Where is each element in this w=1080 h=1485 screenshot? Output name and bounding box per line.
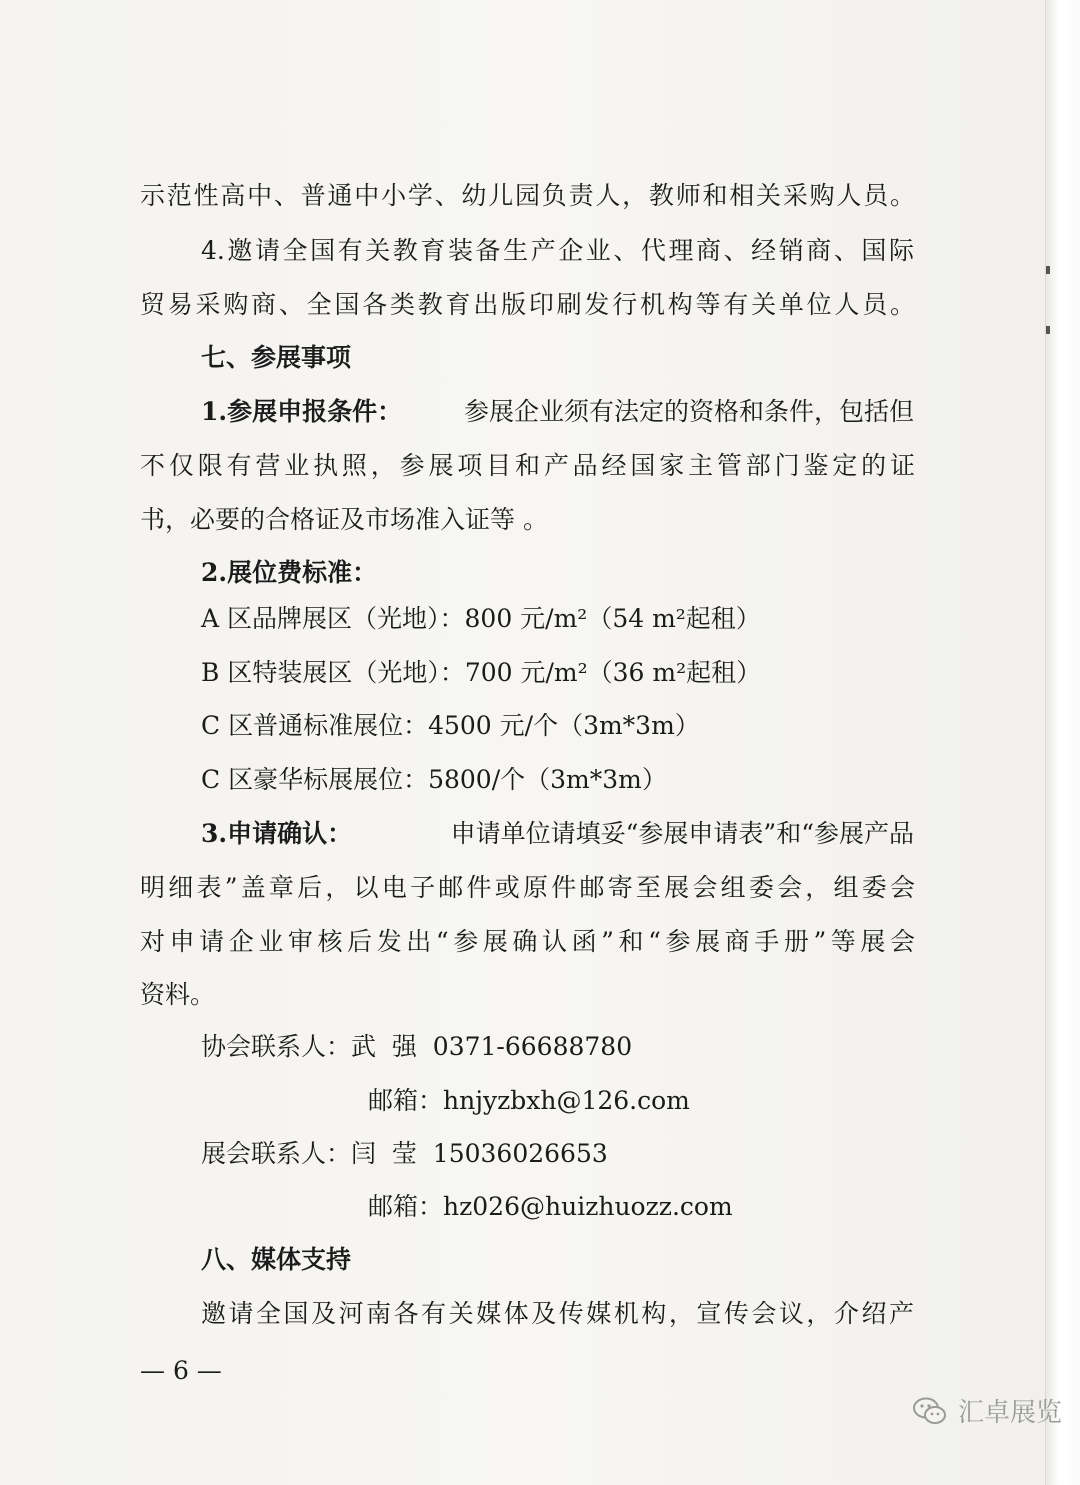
scan-mark [1046,266,1050,274]
scan-mark [1046,326,1050,334]
text-line: 书，必要的合格证及市场准入证等 。 [140,505,548,534]
section-heading-8: 八、媒体支持 [201,1245,352,1274]
item-label: 3.申请确认： [201,819,353,848]
text-line: 贸易采购商、全国各类教育出版印刷发行机构等有关单位人员。 [140,290,915,319]
paragraph-first-line [201,396,914,428]
text-line: 明细表”盖章后，以电子邮件或原件邮寄至展会组委会，组委会 [140,873,915,902]
wechat-icon [912,1396,948,1426]
fee-line: C 区豪华标展展位：5800/个（3m*3m） [201,765,667,794]
text-line: 4.邀请全国有关教育装备生产企业、代理商、经销商、国际 [201,236,914,265]
watermark [912,1392,1062,1429]
contact-line: 协会联系人：武 强 0371-66688780 [201,1032,633,1061]
page-number: — 6 — [140,1356,222,1385]
contact-email: 邮箱：hnjyzbxh@126.com [368,1086,690,1115]
paper-fold [1045,0,1080,1485]
text-line: 示范性高中、普通中小学、幼儿园负责人，教师和相关采购人员。 [140,181,915,210]
item-text: 参展企业须有法定的资格和条件，包括但 [463,397,914,426]
contact-email: 邮箱：hz026@huizhuozz.com [368,1192,733,1221]
watermark-text: 汇卓展览 [958,1398,1063,1428]
contact-line: 展会联系人：闫 莹 15036026653 [201,1139,608,1168]
paragraph-first-line [201,818,914,850]
text-line: 邀请全国及河南各有关媒体及传媒机构，宣传会议，介绍产 [201,1299,914,1328]
item-heading: 2.展位费标准： [201,558,378,587]
item-label: 1.参展申报条件： [201,397,403,426]
text-line: 资料。 [140,980,216,1009]
fee-line: C 区普通标准展位：4500 元/个（3m*3m） [201,711,700,740]
text-line: 不仅限有营业执照，参展项目和产品经国家主管部门鉴定的证 [140,451,915,480]
text-line: 对申请企业审核后发出“参展确认函”和“参展商手册”等展会 [140,927,915,956]
section-heading-7: 七、参展事项 [201,343,352,372]
fee-line: B 区特装展区（光地）：700 元/m²（36 m²起租） [201,658,762,687]
item-text: 申请单位请填妥“参展申请表”和“参展产品 [450,819,914,848]
fee-line: A 区品牌展区（光地）：800 元/m²（54 m²起租） [201,604,761,633]
